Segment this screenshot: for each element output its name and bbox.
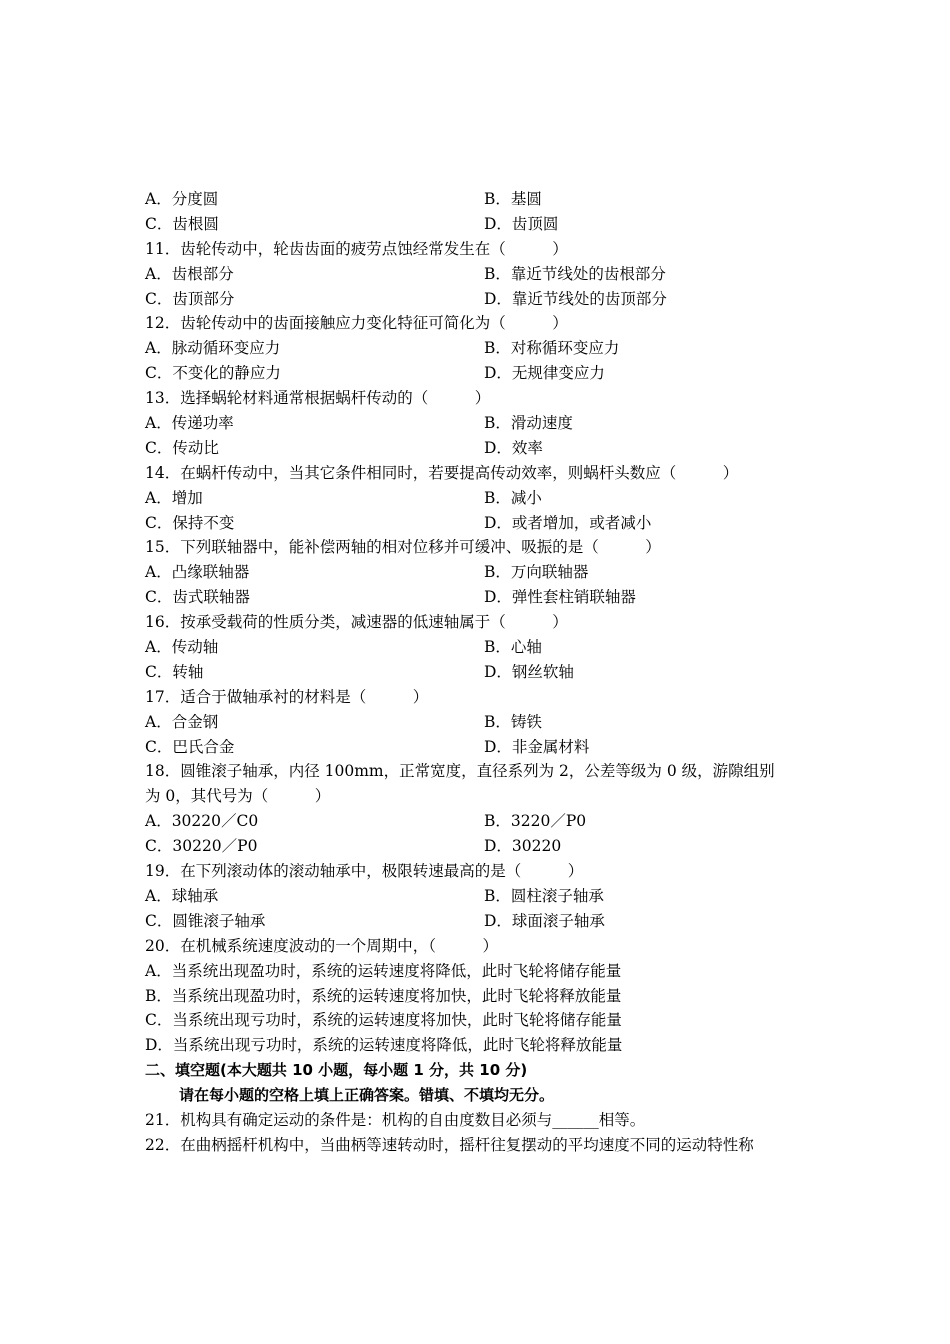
question-18-line-2: 为 0，其代号为（ ） [145,787,331,806]
question-16: 16．按承受载荷的性质分类，减速器的低速轴属于（ ） [145,613,568,632]
option-b: B．靠近节线处的齿根部分 [484,264,666,283]
option-c: C．保持不变 [145,513,235,532]
option-a: A．球轴承 [145,886,219,905]
option-row [145,635,815,660]
option-b: B．对称循环变应力 [484,339,620,358]
option-c: C．圆锥滚子轴承 [145,911,266,930]
option-row [145,710,815,735]
option-c: C．传动比 [145,438,219,457]
option-b: B．减小 [484,488,542,507]
option-b: B．滑动速度 [484,414,573,433]
option-c: C．齿顶部分 [145,289,235,308]
option-c: C．齿式联轴器 [145,588,250,607]
option-row [145,809,815,834]
option-d: D．无规律变应力 [484,364,605,383]
section-instruction: 请在每小题的空格上填上正确答案。错填、不填均无分。 [179,1086,555,1105]
option-d: D．效率 [484,438,543,457]
option-a: A．脉动循环变应力 [145,339,281,358]
option-d: D．球面滚子轴承 [484,911,605,930]
option-row [145,735,815,760]
option-d: D．靠近节线处的齿顶部分 [484,289,667,308]
option-a: A．传递功率 [145,414,234,433]
option-row [145,660,815,685]
option-a: A．分度圆 [145,190,219,208]
option-row [145,287,815,312]
exam-page [145,187,815,1158]
option-row [145,511,815,536]
option-d: D．齿顶圆 [484,214,559,233]
option-c: C．当系统出现亏功时，系统的运转速度将加快，此时飞轮将储存能量 [145,1011,622,1030]
question-15: 15．下列联轴器中，能补偿两轴的相对位移并可缓冲、吸振的是（ ） [145,538,661,557]
option-d: D．非金属材料 [484,737,590,756]
option-row [145,436,815,461]
question-11: 11．齿轮传动中，轮齿齿面的疲劳点蚀经常发生在（ ） [145,239,568,258]
option-c: C．30220／P0 [145,837,258,856]
question-12: 12．齿轮传动中的齿面接触应力变化特征可简化为（ ） [145,314,568,333]
option-a: A．30220／C0 [145,812,259,831]
question-14: 14．在蜗杆传动中，当其它条件相同时，若要提高传动效率，则蜗杆头数应（ ） [145,463,739,482]
option-d: D．30220 [484,837,562,856]
option-row [145,361,815,386]
option-b: B．3220／P0 [484,812,587,831]
section-title: 二、填空题(本大题共 10 小题，每小题 1 分，共 10 分) [145,1061,528,1080]
question-19: 19．在下列滚动体的滚动轴承中，极限转速最高的是（ ） [145,862,584,881]
option-a: A．合金钢 [145,712,219,731]
option-c: C．巴氏合金 [145,737,235,756]
option-row [145,909,815,934]
option-b: B．圆柱滚子轴承 [484,886,604,905]
option-a: A．齿根部分 [145,264,234,283]
option-c: C．齿根圆 [145,214,219,233]
question-17: 17．适合于做轴承衬的材料是（ ） [145,687,429,706]
option-c: C．不变化的静应力 [145,364,281,383]
option-a: A．增加 [145,488,203,507]
option-row [145,486,815,511]
option-row [145,187,815,212]
option-d: D．钢丝软轴 [484,662,574,681]
option-row [145,262,815,287]
option-b: B．心轴 [484,638,542,657]
option-row [145,585,815,610]
option-d: D．当系统出现亏功时，系统的运转速度将降低，此时飞轮将释放能量 [145,1036,623,1055]
question-22: 22．在曲柄摇杆机构中，当曲柄等速转动时，摇杆往复摆动的平均速度不同的运动特性称 [145,1135,754,1154]
option-d: D．弹性套柱销联轴器 [484,588,636,607]
option-c: C．转轴 [145,662,204,681]
option-row [145,884,815,909]
question-13: 13．选择蜗轮材料通常根据蜗杆传动的（ ） [145,389,491,408]
option-b: B．铸铁 [484,712,542,731]
option-row [145,212,815,237]
option-a: A．传动轴 [145,638,219,657]
option-d: D．或者增加，或者减小 [484,513,652,532]
option-a: A．当系统出现盈功时，系统的运转速度将降低，此时飞轮将储存能量 [145,961,622,980]
option-b: B．万向联轴器 [484,563,589,582]
question-20: 20．在机械系统速度波动的一个周期中，（ ） [145,936,498,955]
option-b: B．当系统出现盈功时，系统的运转速度将加快，此时飞轮将释放能量 [145,986,622,1005]
option-b: B．基圆 [484,190,542,208]
option-row [145,834,815,859]
question-18-line-1: 18．圆锥滚子轴承，内径 100mm，正常宽度，直径系列为 2，公差等级为 0 级，游隙组别 [145,762,775,781]
question-21: 21．机构具有确定运动的条件是：机构的自由度数目必须与______相等。 [145,1110,646,1129]
option-a: A．凸缘联轴器 [145,563,250,582]
option-row [145,560,815,585]
option-row [145,411,815,436]
option-row [145,336,815,361]
